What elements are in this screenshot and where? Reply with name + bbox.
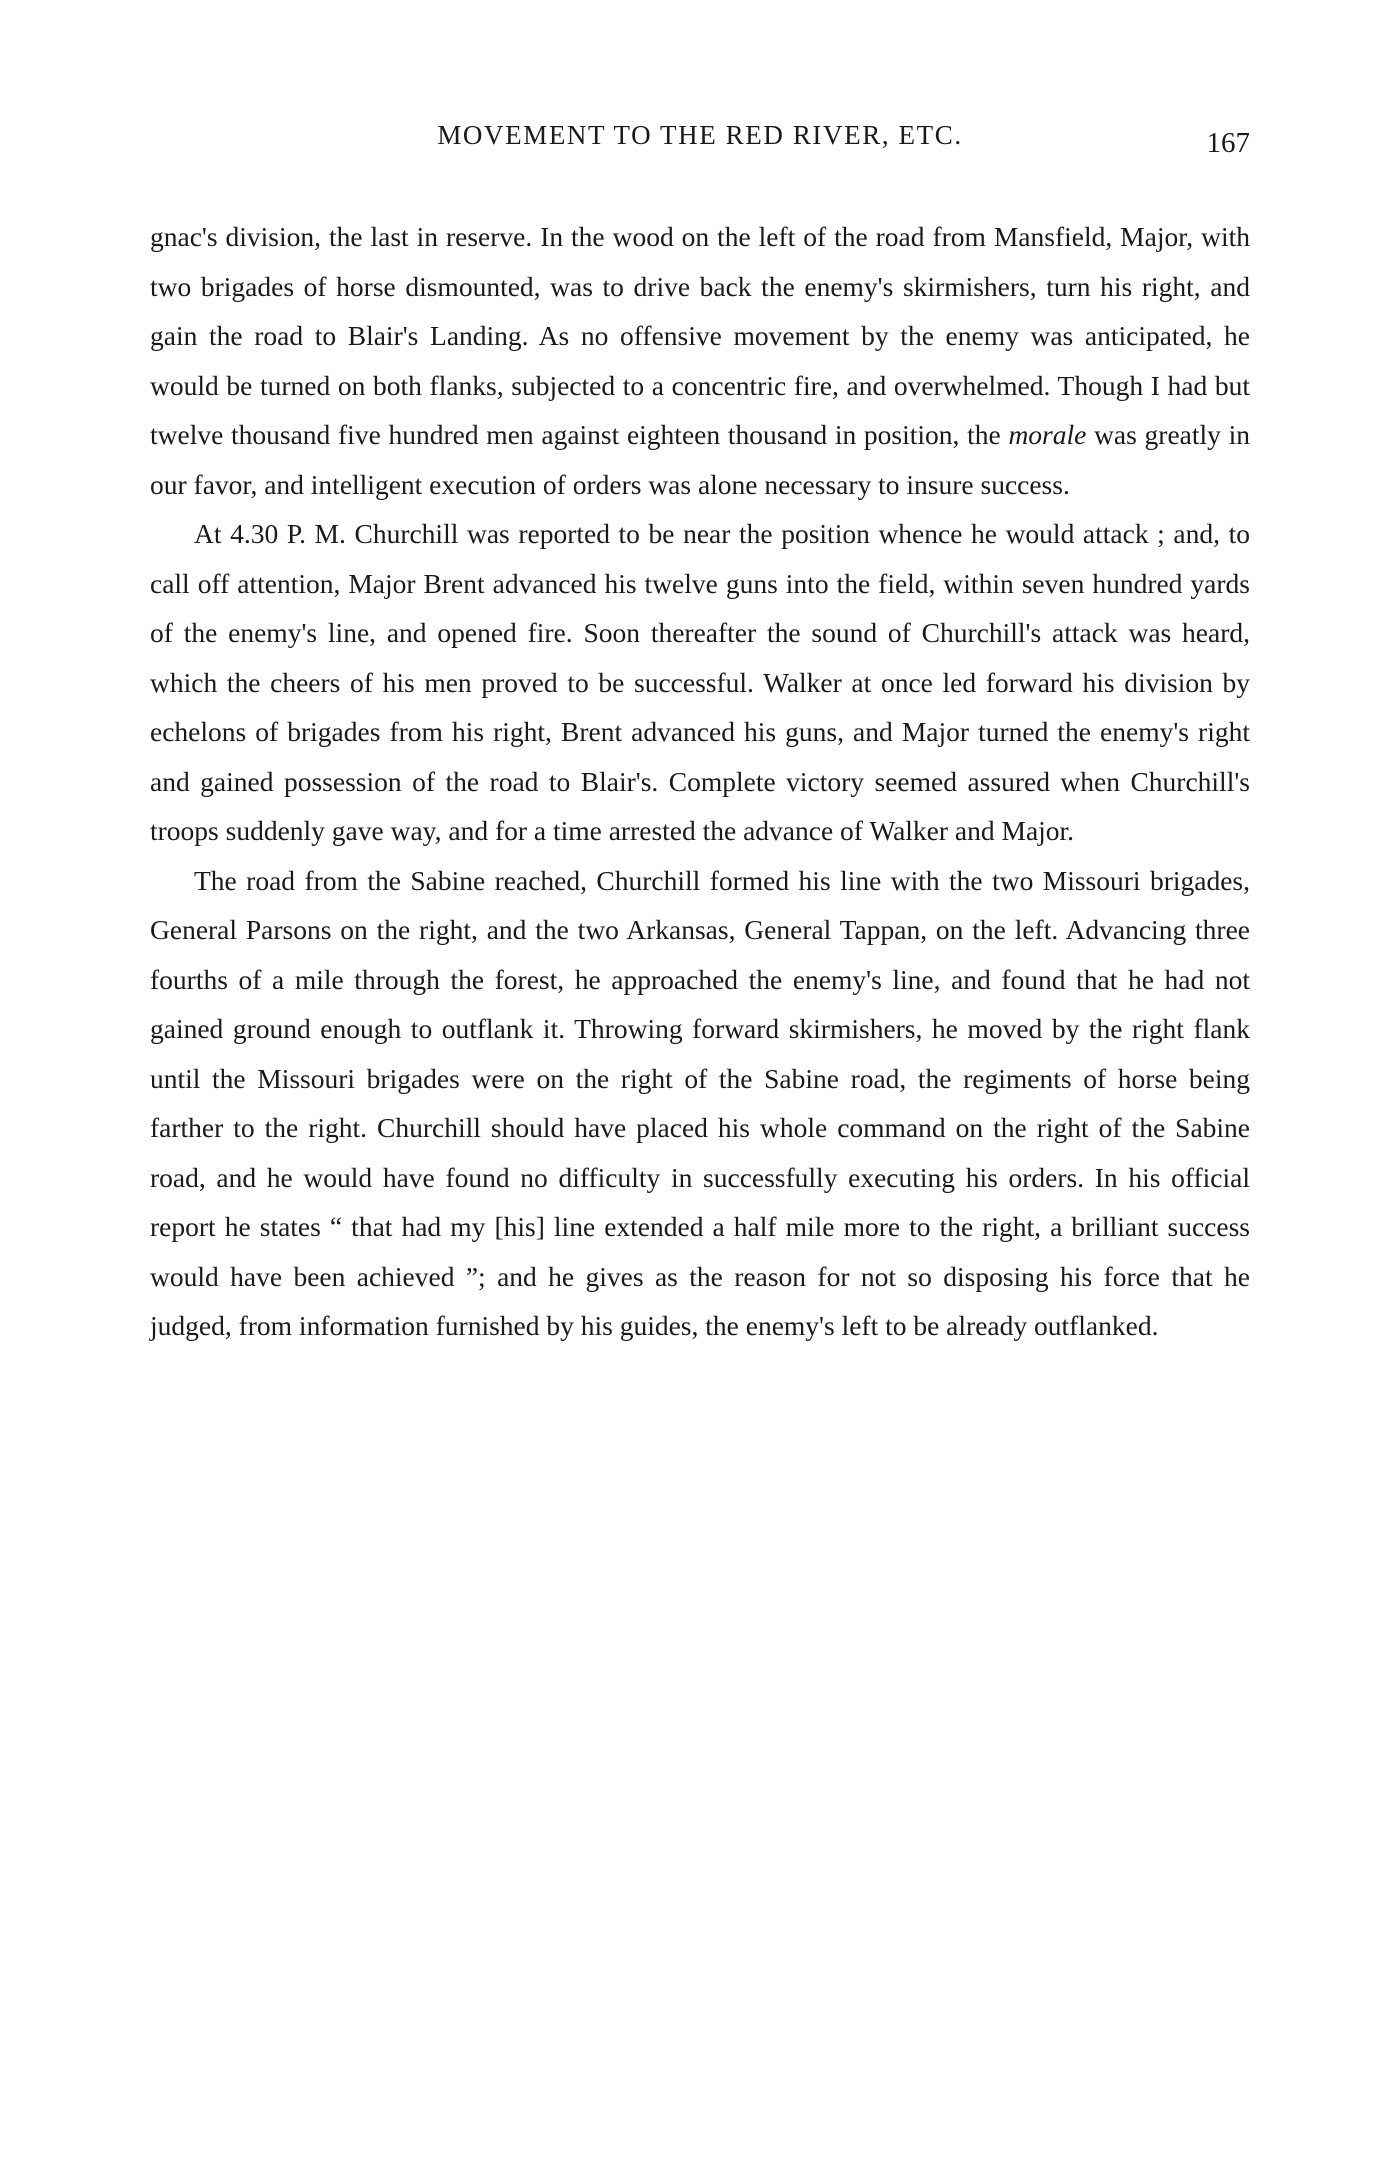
paragraph-1-italic: morale [1008,419,1087,450]
paragraph-2: At 4.30 P. M. Churchill was reported to be near the position whence he would attack ; and, to call off attention, Major Brent advanced his twelve guns into the field, within seven hundred yards of the enemy's line, and opened fire. Soon thereafter the sound of Churchill's attack was heard, which the cheers of his men proved to be successful. Walker at once led forward his division by echelons of brigades from his right, Brent advanced his guns, and Major turned the enemy's right and gained possession of the road to Blair's. Complete victory seemed assured when Churchill's troops suddenly gave way, and for a time arrested the advance of Walker and Major. [150,518,1250,846]
page-number: 167 [1206,127,1250,159]
paragraph-1-text-after: was greatly in our favor, and intelligent execution of orders was alone necessary to insure success. [150,419,1250,500]
running-title: MOVEMENT TO THE RED RIVER, ETC. [437,120,963,150]
page-header [150,120,1250,160]
paragraph-1 [150,212,1250,509]
paragraph-1-text: gnac's division, the last in reserve. In the wood on the left of the road from Mansfield, Major, with two brigades of horse dismounted, was to drive back the enemy's skirmishers, turn his right, and gain the road to Blair's Landing. As no offensive movement by the enemy was anticipated, he would be turned on both flanks, subjected to a concentric fire, and overwhelmed. Though I had but twelve thousand five hundred men against eighteen thousand in position, the [150,221,1250,450]
page-body [150,212,1250,1351]
paragraph-3: The road from the Sabine reached, Churchill formed his line with the two Missouri brigades, General Parsons on the right, and the two Arkansas, General Tappan, on the left. Advancing three fourths of a mile through the forest, he approached the enemy's line, and found that he had not gained ground enough to outflank it. Throwing forward skirmishers, he moved by the right flank until the Missouri brigades were on the right of the Sabine road, the regiments of horse being farther to the right. Churchill should have placed his whole command on the right of the Sabine road, and he would have found no difficulty in successfully executing his orders. In his official report he states “ that had my [his] line extended a half mile more to the right, a brilliant success would have been achieved ”; and he gives as the reason for not so disposing his force that he judged, from information furnished by his guides, the enemy's left to be already outflanked. [150,864,1250,1341]
